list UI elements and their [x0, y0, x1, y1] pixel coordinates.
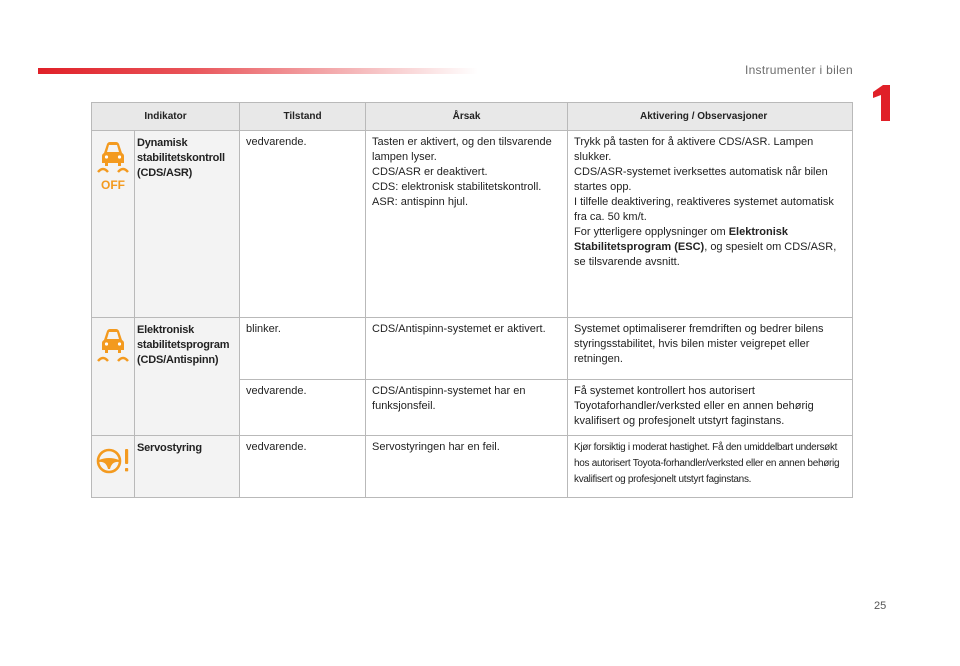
col-header-cause: Årsak	[366, 103, 568, 131]
action-line: Trykk på tasten for å aktivere CDS/ASR. Lampen slukker.	[574, 136, 814, 163]
action-line: I tilfelle deaktivering, reaktiveres systemet automatisk fra ca. 50 km/t.	[574, 196, 834, 223]
cause-line: Tasten er aktivert, og den tilsvarende lampen lyser.	[372, 136, 552, 163]
indicator-icon-cell	[92, 436, 135, 498]
chapter-number	[871, 85, 891, 121]
action-cell	[568, 436, 853, 498]
page-number: 25	[874, 600, 887, 612]
state-cell: vedvarende.	[240, 380, 366, 436]
indicator-name: Dynamisk stabilitetskontroll (CDS/ASR)	[135, 131, 240, 318]
cause-cell	[366, 131, 568, 318]
indicator-icon-cell	[92, 131, 135, 318]
table-row	[92, 436, 853, 498]
action-cell: Få systemet kontrollert hos autorisert Toyotaforhandler/verksted eller en annen behørig kvalifisert og profesjonelt utstyrt faginstans.	[568, 380, 853, 436]
state-cell: vedvarende.	[240, 436, 366, 498]
cause-cell: CDS/Antispinn-systemet er aktivert.	[366, 318, 568, 380]
cause-cell: CDS/Antispinn-systemet har en funksjonsfeil.	[366, 380, 568, 436]
action-cell: Systemet optimaliserer fremdriften og bedrer bilens styringsstabilitet, hvis bilen mister veigrepet eller retningen.	[568, 318, 853, 380]
col-header-state: Tilstand	[240, 103, 366, 131]
col-header-action: Aktivering / Observasjoner	[568, 103, 853, 131]
svg-text:OFF: OFF	[101, 178, 125, 191]
skid-off-icon	[95, 139, 131, 191]
action-text: , og spesielt om CDS/ASR, se tilsvarende avsnitt.	[574, 241, 837, 268]
action-line: CDS/ASR-systemet iverksettes automatisk når bilen startes opp.	[574, 166, 828, 193]
action-text: Kjør forsiktig i moderat hastighet. Få den umiddelbart undersøkt hos autorisert Toyota-forhandler/verksted eller en annen behørig kvalifisert og profesjonelt utstyrt faginstans.	[574, 442, 840, 485]
esc-reference: Elektronisk Stabilitetsprogram (ESC)	[574, 226, 789, 253]
indicator-icon-cell	[92, 318, 135, 436]
header-accent-bar	[38, 68, 478, 74]
cause-cell: Servostyringen har en feil.	[366, 436, 568, 498]
indicator-table	[91, 102, 853, 498]
steering-warning-icon	[94, 444, 132, 480]
table-header-row	[92, 103, 853, 131]
indicator-name: Servostyring	[135, 436, 240, 498]
cause-line: ASR: antispinn hjul.	[372, 196, 469, 208]
col-header-indicator: Indikator	[92, 103, 240, 131]
state-cell: blinker.	[240, 318, 366, 380]
cause-line: CDS: elektronisk stabilitetskontroll.	[372, 181, 542, 193]
action-text: For ytterligere opplysninger om	[574, 226, 729, 238]
action-line	[574, 225, 846, 270]
section-title: Instrumenter i bilen	[744, 63, 853, 77]
skid-icon	[95, 326, 131, 366]
table-row	[92, 318, 853, 380]
state-cell: vedvarende.	[240, 131, 366, 318]
action-cell	[568, 131, 853, 318]
indicator-name: Elektronisk stabilitetsprogram (CDS/Antispinn)	[135, 318, 240, 436]
table-row	[92, 131, 853, 318]
cause-line: CDS/ASR er deaktivert.	[372, 166, 488, 178]
